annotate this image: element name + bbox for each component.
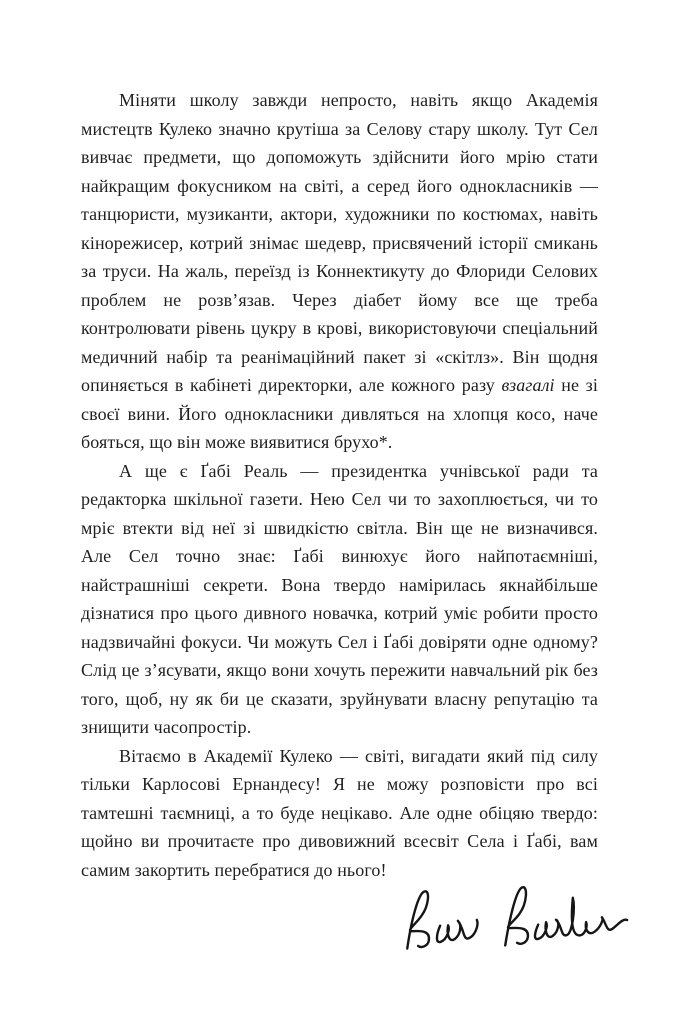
paragraph-2: А ще є Ґабі Реаль — президентка учнівської ради та редакторка шкільної газети. Нею Сел чи то захоплюється, чи то мріє втекти від неї зі швидкістю світла. Він ще не визначився. Але Сел точно знає: Ґабі винюхує його найпотаємніші, найстрашніші секрети. Вона твердо намірилась якнайбільше дізнатися про цього дивного новачка, котрий уміє робити просто надзвичайні фокуси. Чи можуть Сел і Ґабі довіряти одне одному? Слід це з’ясувати, якщо вони хочуть пережити навчальний рік без того, щоб, ну як би це сказати, зруйнувати власну репутацію та знищити часопростір. (81, 460, 598, 737)
paragraph-1 (81, 86, 598, 457)
paragraph-1-text-end: не зі своєї вини. Його однокласники дивляться на хлопця косо, наче бояться, що він може виявитися брухо*. (81, 375, 598, 452)
paragraph-1-text-start: Міняти школу завжди непросто, навіть якщо Академія мистецтв Кулеко значно крутіша за Селову стару школу. Тут Сел вивчає предмети, що допоможуть здійснити його мрію стати найкращим фокусником на світі, а серед його однокласників — танцюристи, музиканти, актори, художники по костюмах, навіть кінорежисер, котрий знімає шедевр, присвячений історії смикань за труси. На жаль, переїзд із Коннектикуту до Флориди Селових проблем не розв’язав. Через діабет йому все ще треба контролювати рівень цукру в крові, використовуючи спеціальний медичний набір та реанімаційний пакет зі «скітлз». Він щодня опиняється в кабінеті директорки, але кожного разу (81, 90, 598, 395)
author-signature (390, 870, 634, 974)
paragraph-3: Вітаємо в Академії Кулеко — світі, вигадати який під силу тільки Карлосові Ернандесу! Я не можу розповісти про всі тамтешні таємниці, а то буде нецікаво. Але одне обіцяю твердо: щойно ви прочитаєте про дивовижний всесвіт Села і Ґабі, вам самим закортить перебратися до нього! (81, 745, 598, 880)
signature-drawing (390, 870, 634, 974)
text-block (81, 86, 598, 884)
italic-word: взагалі (501, 375, 555, 395)
